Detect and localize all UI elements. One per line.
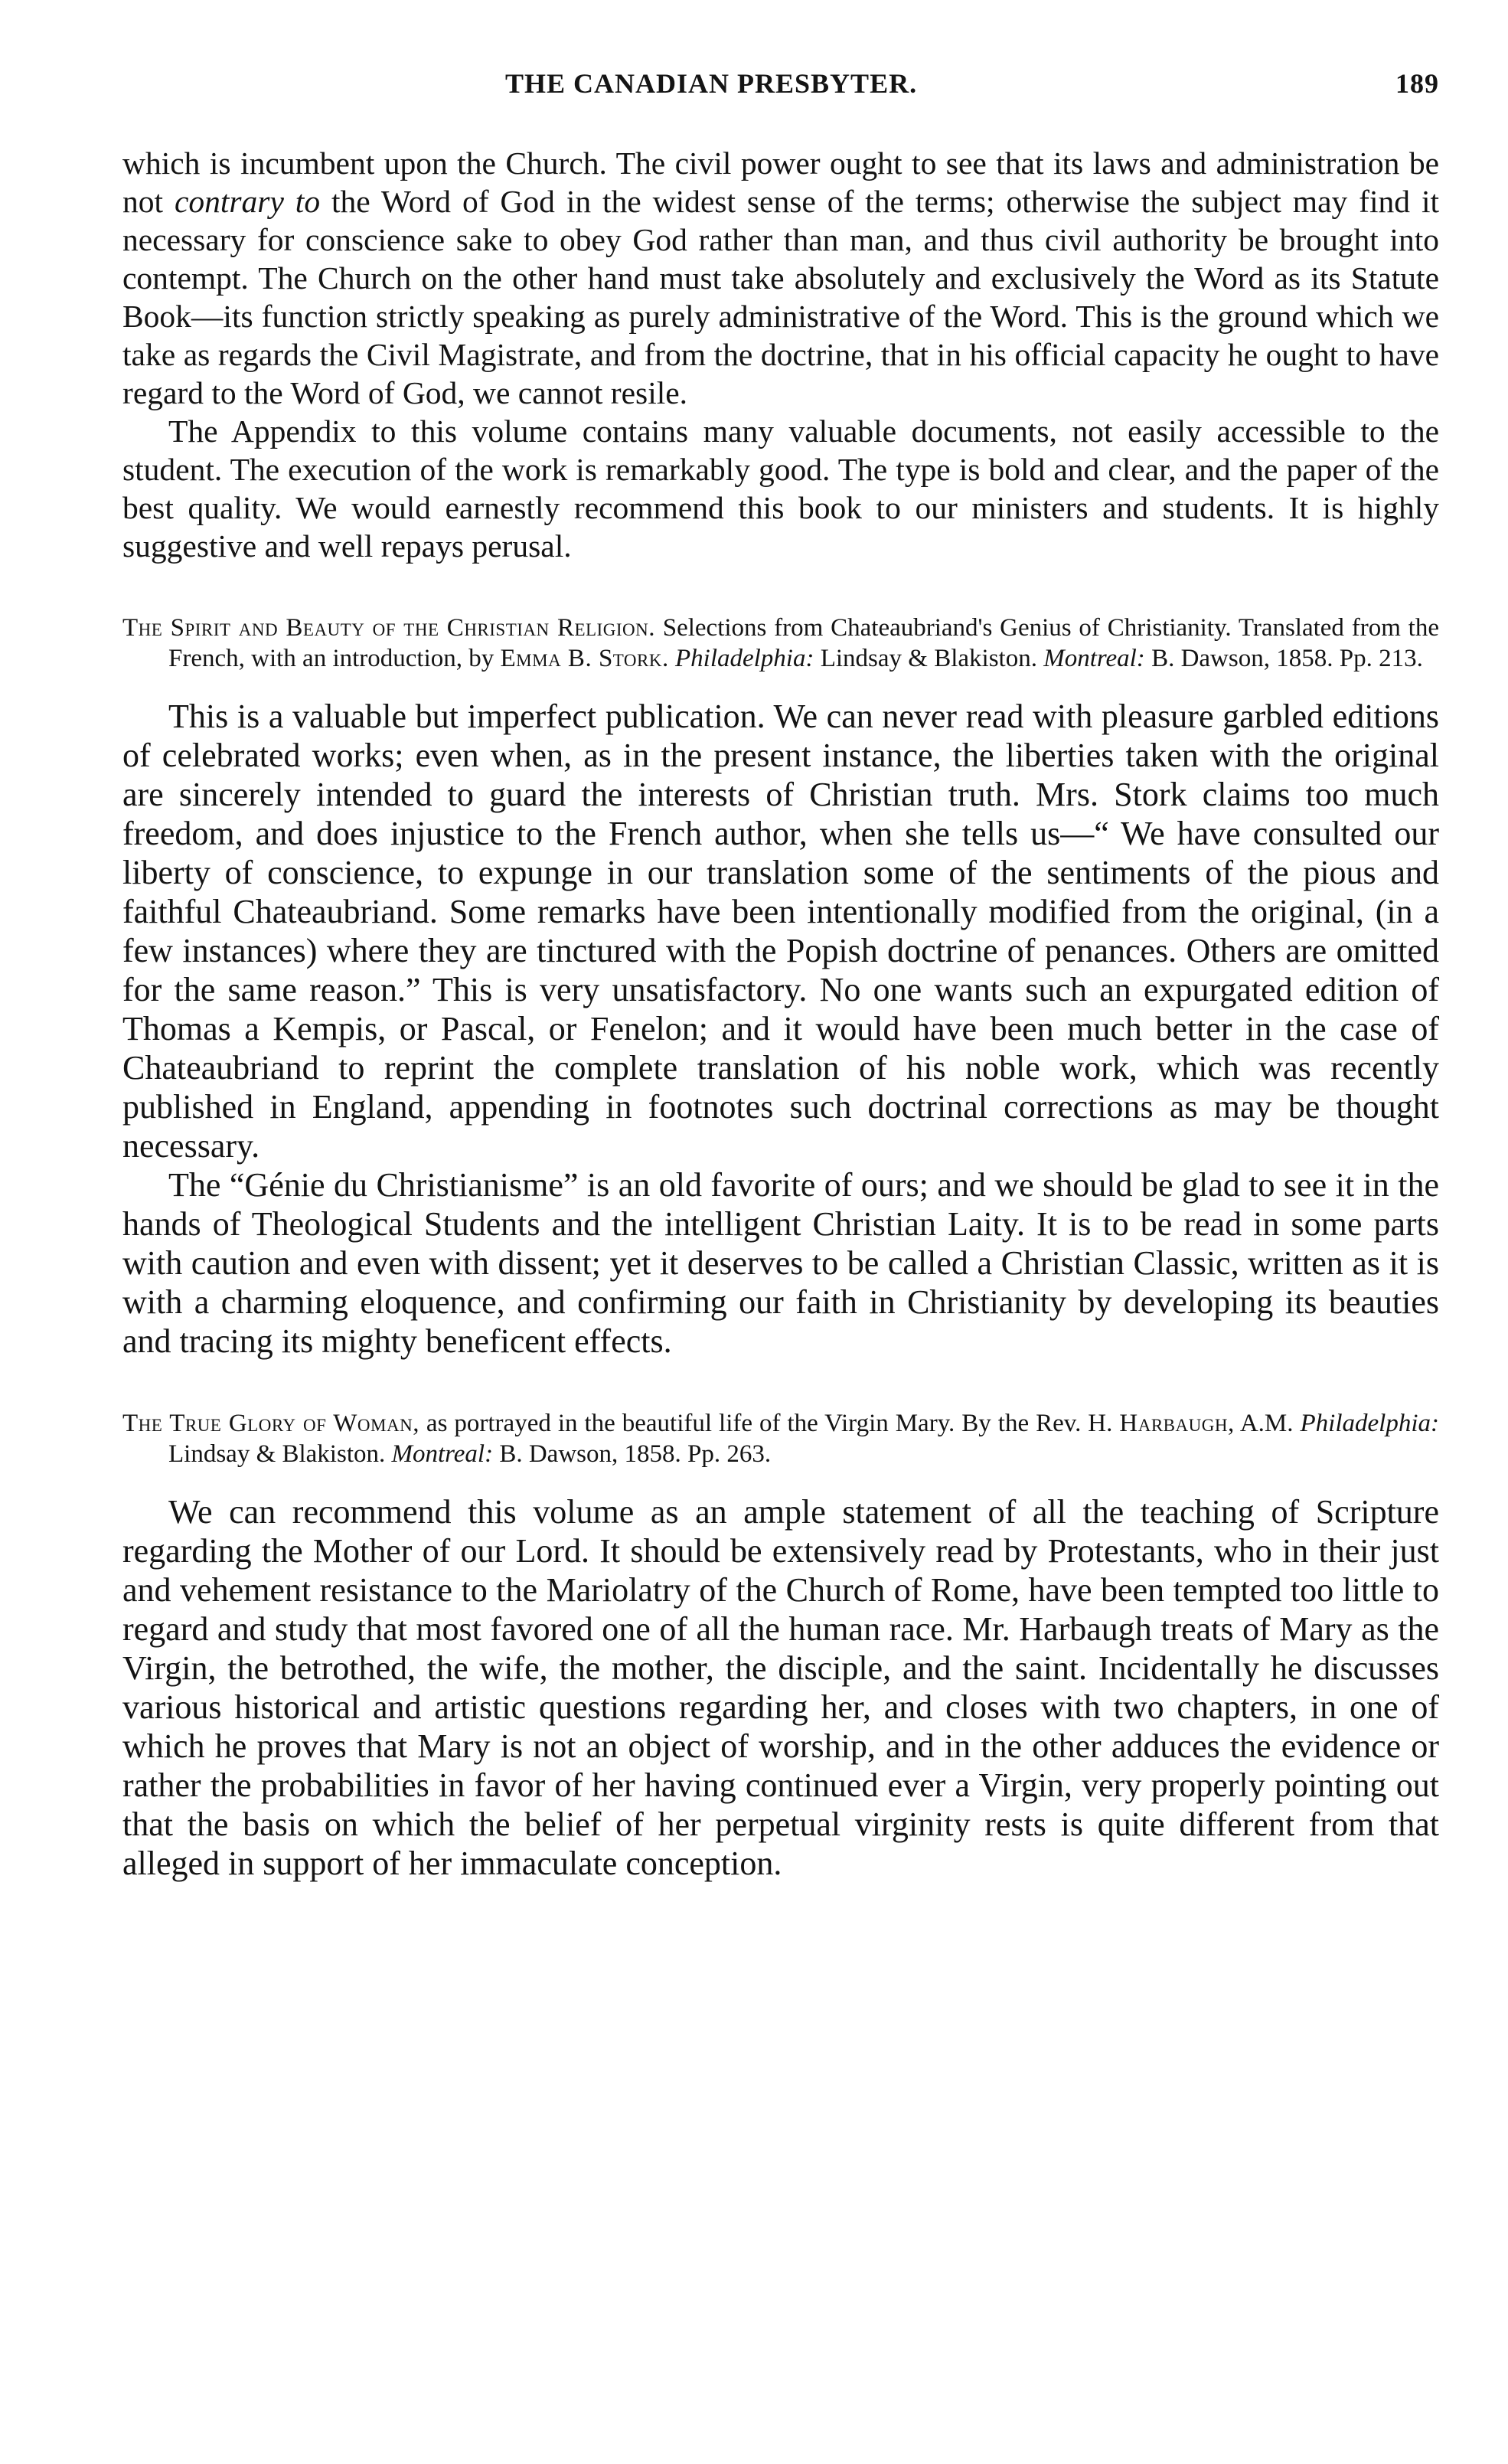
publication-place: Philadelphia: (1300, 1410, 1439, 1437)
paragraph-review-chateaubriand: This is a valuable but imperfect publication. We can never read with pleasure garbled editions of celebrated works; even when, as in the present instance, the liberties taken with the original are sincerely intended to guard the interests of Christian truth. Mrs. Stork claims too much freedom, and does injustice to the French author, when she tells us—“ We have consulted our liberty of conscience, to expunge in our translation some of the sentiments of the pious and faithful Chateaubriand. Some remarks have been intentionally modified from the original, (in a few instances) where they are tinctured with the Popish doctrine of penances. Others are omitted for the same reason.” This is very unsatisfactory. No one wants such an expurgated edition of Thomas a Kempis, or Pascal, or Fenelon; and it would have been much better in the case of Chateaubriand to reprint the complete translation of his noble work, which was recently published in England, appending in footnotes such doctrinal corrections as may be thought necessary. (122, 698, 1439, 1165)
book-author: Emma B. Stork. (500, 645, 669, 672)
book-description: as portrayed in the beautiful life of the Virgin Mary. By the Rev. H. (419, 1410, 1120, 1437)
paragraph-text: the Word of God in the widest sense of the terms; otherwise the subject may find it necessary for conscience sake to obey God rather than man, and thus civil authority be brought into contempt. The Church on the other hand must take absolutely and exclusively the Word as its Statute Book—its function strictly speaking as purely administrative of the Word. This is the ground which we take as regards the Civil Magistrate, and from the doctrine, that in his official capacity he ought to have regard to the Word of God, we cannot resile. (122, 184, 1440, 410)
paragraph-appendix: The Appendix to this volume contains many valuable documents, not easily accessible to the student. The execution of the work is remarkably good. The type is bold and clear, and the paper of the best quality. We would earnestly recommend this book to our ministers and students. It is highly suggestive and well repays perusal. (122, 413, 1439, 564)
publisher: B. Dawson, 1858. Pp. 263. (493, 1440, 772, 1468)
running-head (122, 67, 1439, 113)
journal-title: THE CANADIAN PRESBYTER. (505, 68, 918, 99)
publication-place: Montreal: (1043, 645, 1145, 672)
book-title: The True Glory of Woman, (122, 1410, 419, 1437)
publication-place: Philadelphia: (675, 645, 814, 672)
paragraph-genie-du-christianisme: The “Génie du Christianisme” is an old favorite of ours; and we should be glad to see it in the hands of Theological Students and the intelligent Christian Laity. It is to be read in some parts with caution and even with dissent; yet it deserves to be called a Christian Classic, written as it is with a charming eloquence, and confirming our faith in Christianity by developing its beauties and tracing its mighty beneficent effects. (122, 1166, 1439, 1360)
publisher: B. Dawson, 1858. Pp. 213. (1144, 645, 1423, 672)
document-page (122, 67, 1439, 1883)
book-description: Selections from Chateaubriand's Genius of Christianity. Translated from the French, with an introduction, by (168, 614, 1439, 672)
book-author: Harbaugh, (1119, 1410, 1235, 1437)
book-description: A.M. (1234, 1410, 1301, 1437)
paragraph-civil-magistrate (122, 144, 1439, 412)
book-title: The Spirit and Beauty of the Christian Religion. (122, 614, 655, 642)
page-number: 189 (1395, 68, 1439, 99)
paragraph-text: which is incumbent upon the Church. The civil power ought to see that its laws and administration be not (122, 145, 1439, 219)
paragraph-review-true-glory: We can recommend this volume as an ample statement of all the teaching of Scripture regarding the Mother of our Lord. It should be extensively read by Protestants, who in their just and vehement resistance to the Mariolatry of the Church of Rome, have been tempted too little to regard and study that most favored one of all the human race. Mr. Harbaugh treats of Mary as the Virgin, the betrothed, the wife, the mother, the disciple, and the saint. Incidentally he discusses various historical and artistic questions regarding her, and closes with two chapters, in one of which he proves that Mary is not an object of worship, and in the other adduces the evidence or rather the probabilities in favor of her having continued ever a Virgin, very properly pointing out that the basis on which the belief of her perpetual virginity rests is quite different from that alleged in support of her immaculate conception. (122, 1493, 1439, 1882)
emphasis-text: contrary to (174, 184, 321, 219)
publisher: Lindsay & Blakiston. (168, 1440, 392, 1468)
review-heading-chateaubriand (122, 613, 1439, 674)
publication-place: Montreal: (391, 1440, 494, 1468)
review-heading-true-glory (122, 1408, 1439, 1469)
publisher: Lindsay & Blakiston. (814, 645, 1044, 672)
